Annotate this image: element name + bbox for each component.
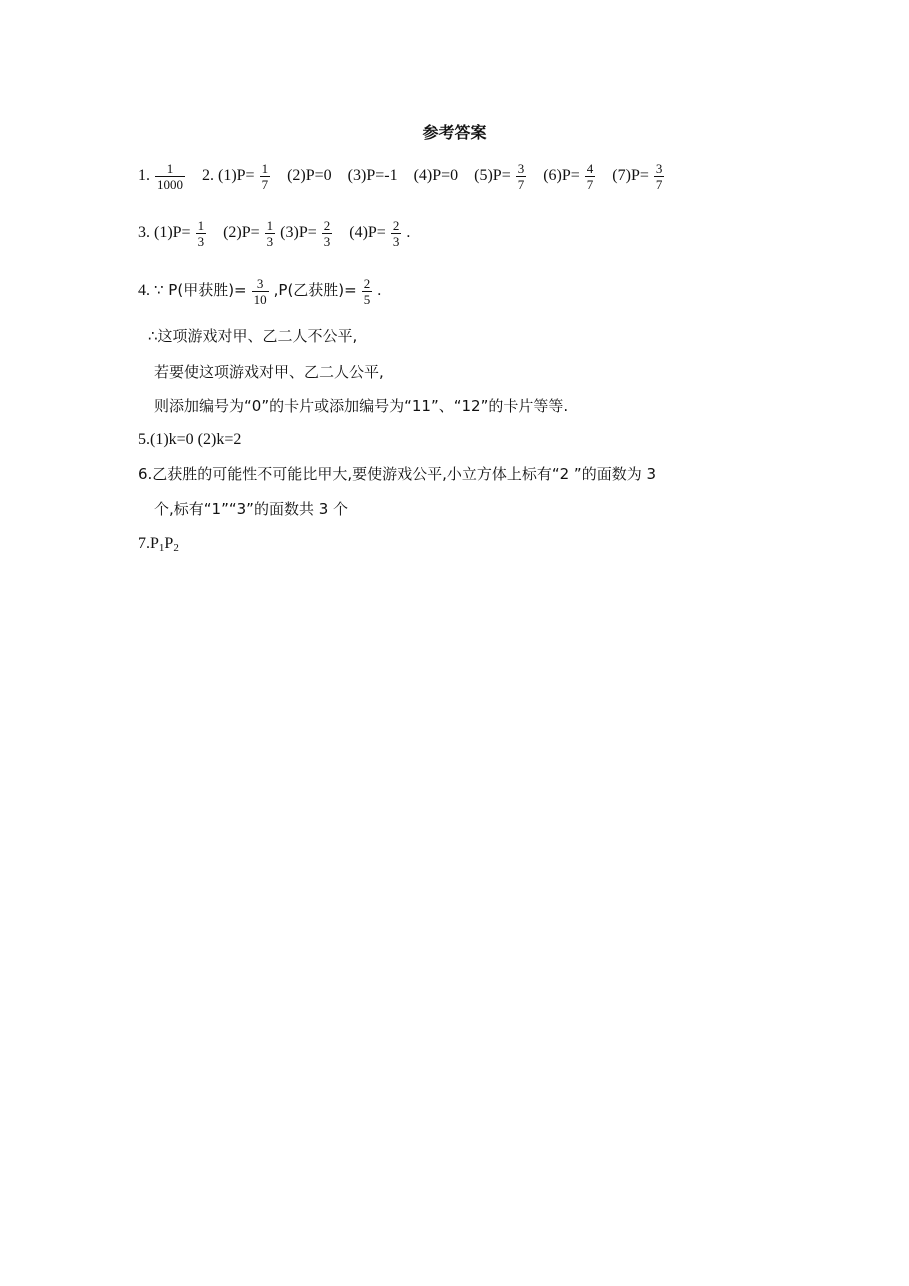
q2-part-3-label: (3)P=-1 — [347, 167, 398, 185]
q2-part-2-label: (2)P=0 — [287, 167, 332, 185]
q7-subscript-2: 2 — [173, 542, 179, 554]
q2-number: 2. — [202, 167, 214, 185]
q4-conclusion: ∴这项游戏对甲、乙二人不公平, — [148, 327, 358, 345]
answer-line-4 — [138, 276, 381, 307]
q3-part-3-label: (3)P= — [280, 224, 317, 242]
q2-part-1-fraction: $\frac{1}{7}$ — [261, 161, 269, 192]
q7-mid: P — [164, 535, 174, 552]
q2-part-7-fraction: $\frac{3}{7}$ — [655, 161, 663, 192]
q2-part-7-label: (7)P= — [612, 167, 649, 185]
q2-part-6-label: (6)P= — [543, 167, 580, 185]
answer-line-3 — [138, 218, 410, 249]
q3-part-3-fraction: $\frac{2}{3}$ — [323, 218, 331, 249]
q7-subscript-1: 1 — [158, 542, 165, 554]
q3-part-1-label: (1)P= — [154, 224, 191, 242]
q2-part-5-label: (5)P= — [474, 167, 511, 185]
q4-fraction-jia: $\frac{3}{10}$ — [253, 276, 267, 307]
q7-prefix: 7.P — [138, 535, 159, 552]
q1-number: 1. — [138, 167, 150, 185]
q4-condition: 若要使这项游戏对甲、乙二人公平, — [154, 363, 384, 381]
q3-part-4-label: (4)P= — [349, 224, 386, 242]
answer-line-7 — [138, 534, 179, 558]
q2-part-1-label: (1)P= — [218, 167, 255, 185]
answer-line-6: 6.乙获胜的可能性不可能比甲大,要使游戏公平,小立方体上标有“2 ”的面数为 3 — [138, 465, 657, 483]
q2-part-6-fraction: $\frac{4}{7}$ — [586, 161, 594, 192]
q4-end-period: . — [377, 282, 382, 300]
answer-line-6-cont: 个,标有“1”“3”的面数共 3 个 — [154, 500, 349, 518]
page-title: 参考答案 — [422, 123, 487, 142]
q3-end-period: . — [406, 224, 411, 242]
q3-part-2-fraction: $\frac{1}{3}$ — [266, 218, 274, 249]
q3-part-4-fraction: $\frac{2}{3}$ — [392, 218, 400, 249]
q4-because: ∵ P(甲获胜)= — [154, 281, 247, 300]
q3-part-1-fraction: $\frac{1}{3}$ — [197, 218, 205, 249]
q4-number: 4. — [138, 282, 150, 300]
q3-part-2-label: (2)P= — [223, 224, 260, 242]
q2-part-4-label: (4)P=0 — [413, 167, 459, 185]
answer-line-1-2 — [138, 161, 665, 192]
q4-mid: ,P(乙获胜)= — [273, 281, 357, 300]
q1-fraction: $\frac{1}{1000}$ — [157, 161, 183, 192]
answer-line-5: 5.(1)k=0 (2)k=2 — [138, 431, 242, 448]
q2-part-5-fraction: $\frac{3}{7}$ — [517, 161, 525, 192]
q4-solution: 则添加编号为“0”的卡片或添加编号为“11”、“12”的卡片等等. — [154, 397, 569, 415]
q3-number: 3. — [138, 224, 150, 242]
q4-fraction-yi: $\frac{2}{5}$ — [363, 276, 371, 307]
